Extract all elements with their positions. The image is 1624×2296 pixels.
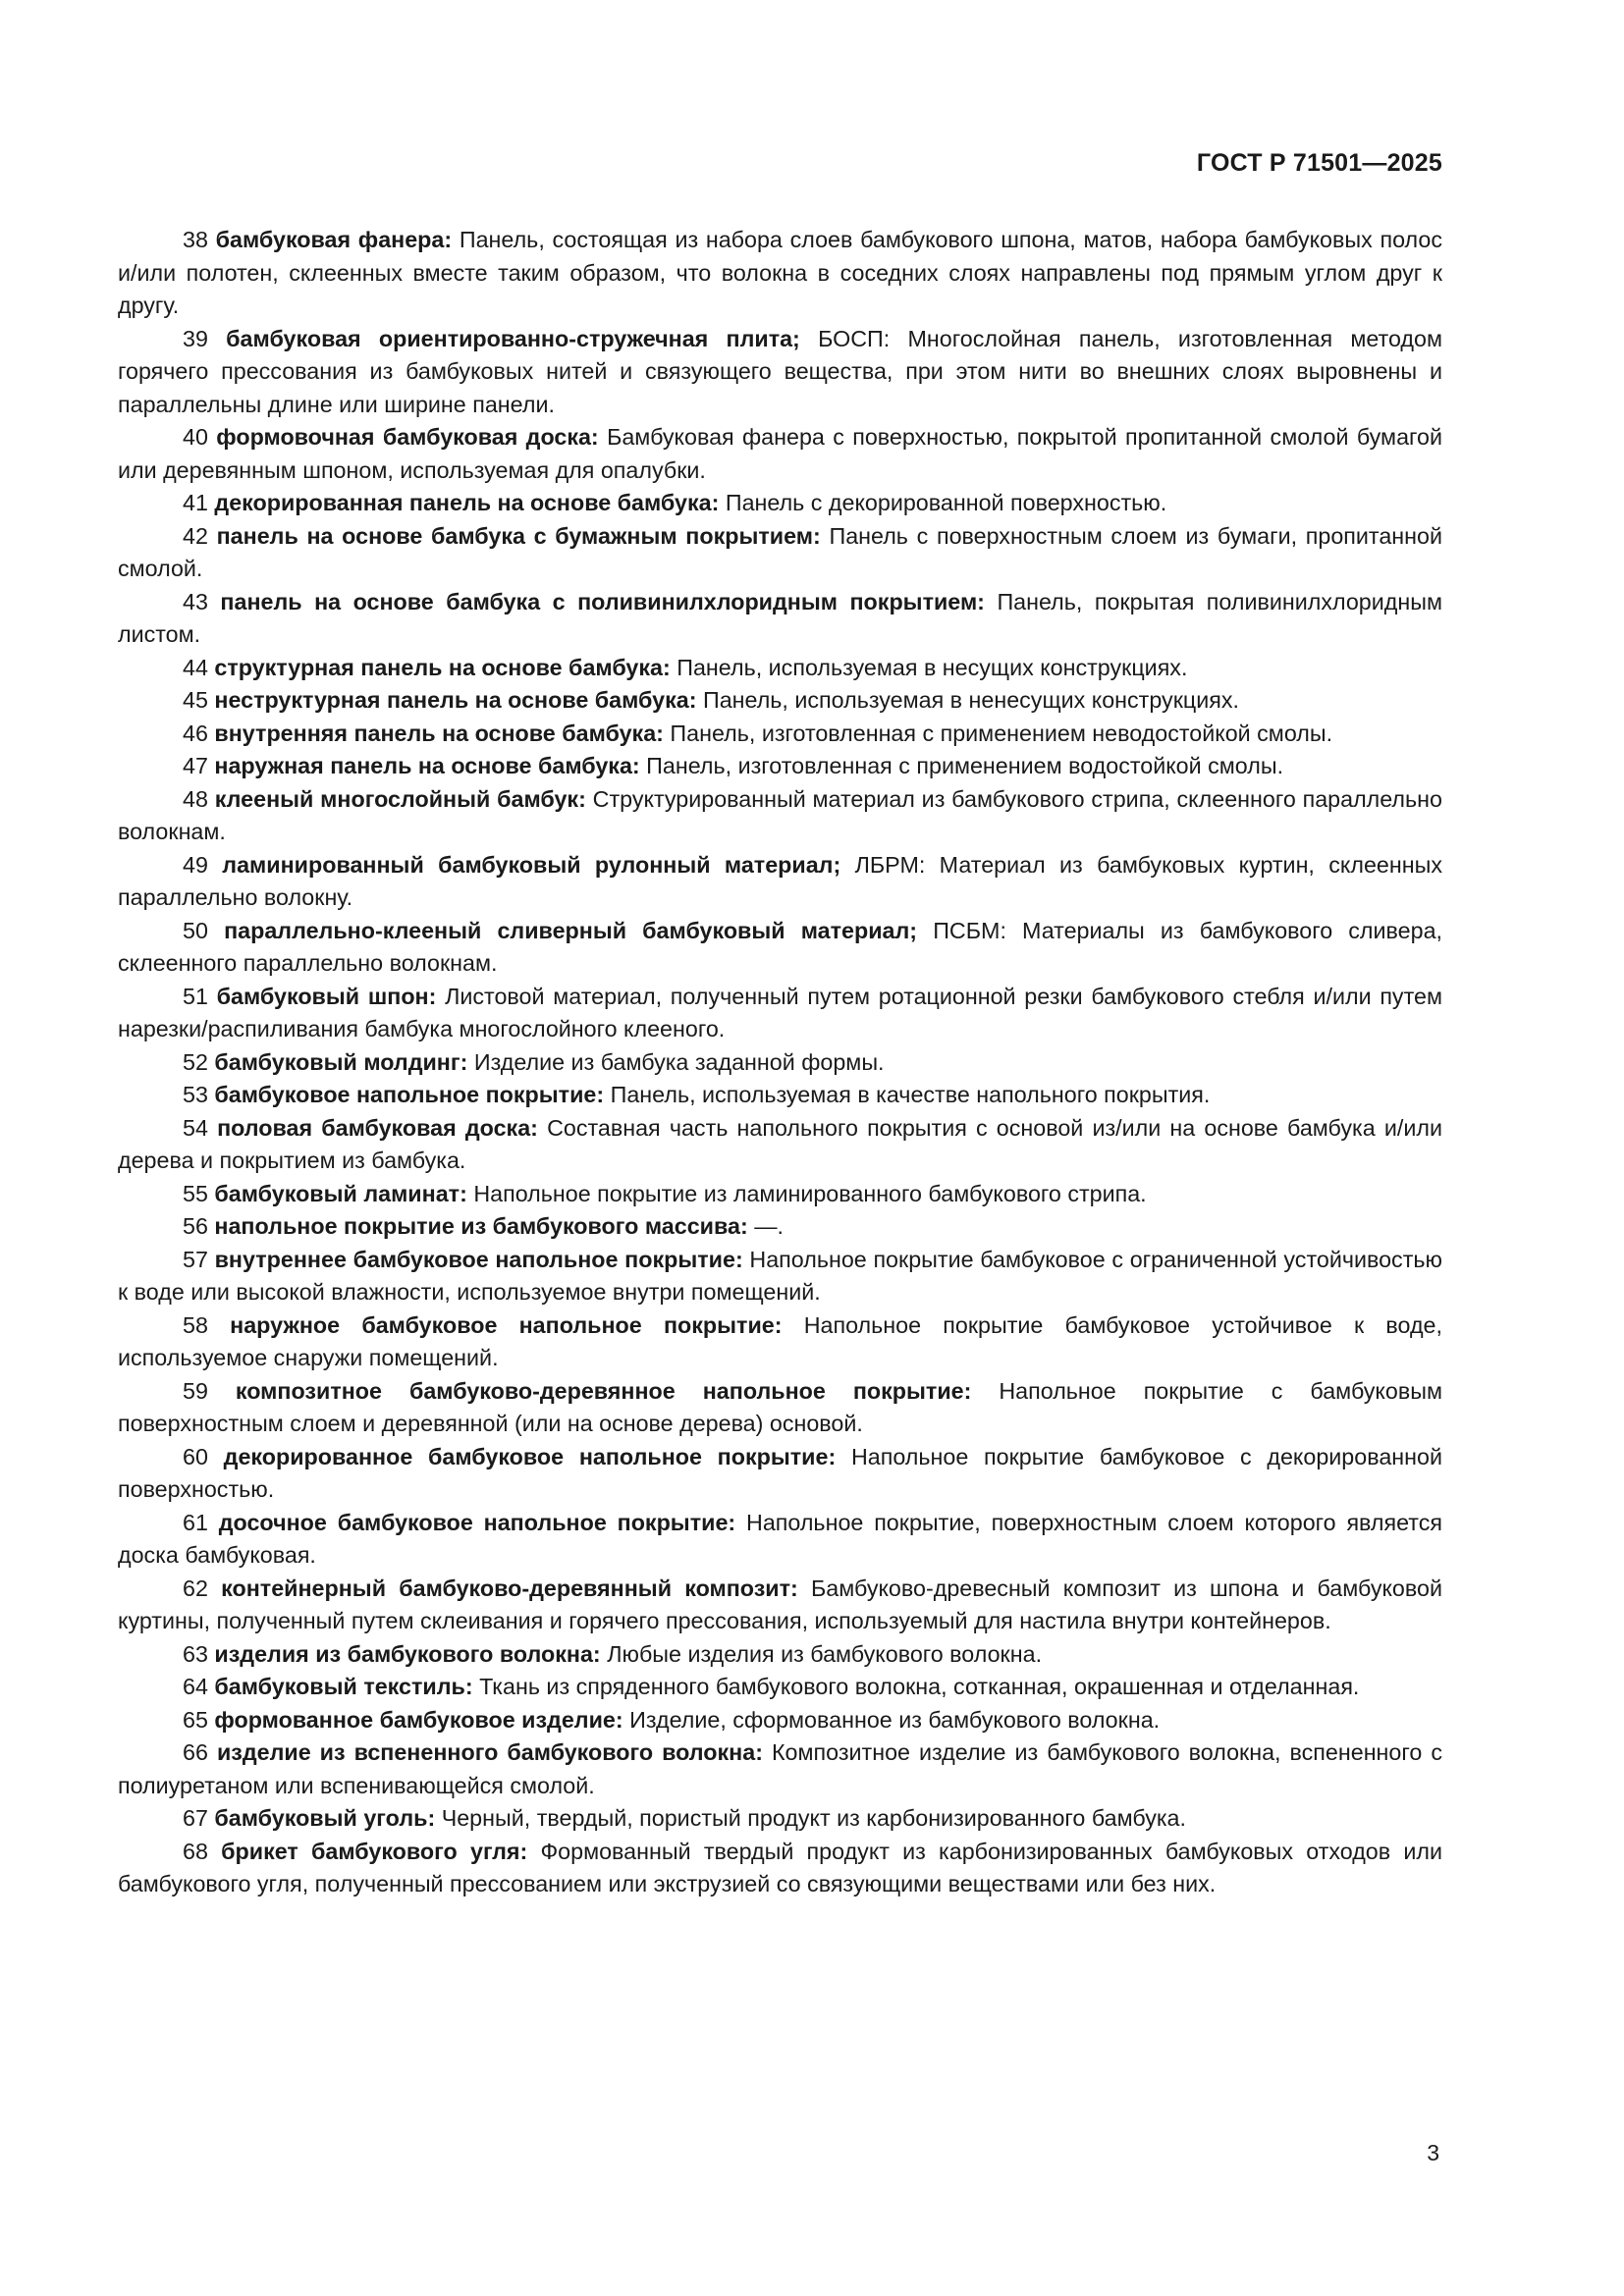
term-entry: [118, 421, 1442, 487]
entry-definition: Панель, используемая в несущих конструкциях.: [677, 654, 1188, 680]
term-entry: [118, 1507, 1442, 1573]
entry-number: 68: [183, 1838, 208, 1864]
entry-definition: Изделие, сформованное из бамбукового волокна.: [629, 1706, 1161, 1733]
entry-definition: —.: [754, 1213, 784, 1239]
entry-definition: Структурированный материал из бамбукового стрипа, склеенного параллельно волокнам.: [118, 785, 1442, 844]
term-entry: [118, 1375, 1442, 1441]
term-entry: [118, 1638, 1442, 1672]
entry-term: бамбуковый уголь:: [214, 1805, 436, 1831]
entry-definition: Панель, изготовленная с применением водостойкой смолы.: [646, 753, 1284, 778]
entry-term: бамбуковая ориентированно-стружечная плита;: [226, 325, 800, 351]
entry-number: 63: [183, 1640, 208, 1667]
entry-number: 66: [183, 1739, 208, 1765]
entry-number: 38: [183, 227, 208, 252]
entry-definition: ЛБРМ: Материал из бамбуковых куртин, склеенных параллельно волокну.: [118, 851, 1442, 910]
entry-definition: Бамбуковая фанера с поверхностью, покрытой пропитанной смолой бумагой или деревянным шпоном, используемая для опалубки.: [118, 424, 1442, 483]
entry-definition: Панель, состоящая из набора слоев бамбукового шпона, матов, набора бамбуковых полос и/или полотен, склеенных вместе таким образом, что волокна в соседних слоях направлены под прямым углом друг к другу.: [118, 227, 1442, 318]
entry-number: 62: [183, 1575, 208, 1601]
term-entry: [118, 1836, 1442, 1901]
entry-term: формованное бамбуковое изделие:: [214, 1706, 623, 1733]
entry-term: наружная панель на основе бамбука:: [214, 753, 640, 778]
terms-list: [118, 224, 1442, 1901]
entry-definition: Напольное покрытие из ламинированного бамбукового стрипа.: [473, 1180, 1147, 1206]
entry-number: 53: [183, 1082, 208, 1107]
entry-definition: Бамбуково-древесный композит из шпона и бамбуковой куртины, полученный путем склеивания и горячего прессования, используемый для настила внутри контейнеров.: [118, 1575, 1442, 1633]
entry-term: изделие из вспененного бамбукового волокна:: [216, 1739, 763, 1765]
entry-number: 46: [183, 720, 208, 746]
entry-number: 54: [183, 1114, 208, 1141]
entry-term: напольное покрытие из бамбукового массива:: [214, 1213, 748, 1239]
entry-number: 64: [183, 1674, 208, 1699]
entry-number: 43: [183, 588, 208, 614]
entry-number: 40: [183, 424, 208, 450]
term-entry: [118, 1573, 1442, 1638]
entry-definition: Напольное покрытие с бамбуковым поверхностным слоем и деревянной (или на основе дерева) основой.: [118, 1377, 1442, 1436]
entry-definition: ПСБМ: Материалы из бамбукового сливера, склеенного параллельно волокнам.: [118, 917, 1443, 976]
entry-term: бамбуковая фанера:: [215, 227, 453, 252]
term-entry: [118, 1178, 1442, 1211]
entry-number: 50: [183, 917, 208, 943]
entry-definition: Панель с поверхностным слоем из бумаги, пропитанной смолой.: [118, 522, 1442, 581]
entry-definition: Формованный твердый продукт из карбонизированных бамбуковых отходов или бамбукового угля, полученный прессованием или экструзией со связующими веществами или без них.: [118, 1838, 1442, 1896]
entry-number: 42: [183, 522, 208, 549]
entry-number: 49: [183, 851, 208, 878]
term-entry: [118, 915, 1442, 981]
entry-definition: Изделие из бамбука заданной формы.: [473, 1048, 885, 1075]
entry-definition: БОСП: Многослойная панель, изготовленная методом горячего прессования из бамбуковых нитей и связующего вещества, при этом нити во внешних слоях выровнены и параллельны длине или ширине панели.: [118, 325, 1442, 417]
entry-term: композитное бамбуково-деревянное напольное покрытие:: [235, 1377, 972, 1404]
entry-definition: Напольное покрытие бамбуковое с ограниченной устойчивостью к воде или высокой влажности, используемое внутри помещений.: [118, 1246, 1442, 1305]
entry-number: 61: [183, 1509, 208, 1535]
entry-term: декорированная панель на основе бамбука:: [214, 490, 720, 515]
term-entry: [118, 586, 1442, 652]
term-entry: [118, 684, 1442, 718]
entry-definition: Панель, покрытая поливинилхлоридным листом.: [118, 588, 1442, 647]
entry-definition: Композитное изделие из бамбукового волокна, вспененного с полиуретаном или вспенивающейся смолой.: [118, 1739, 1442, 1798]
entry-number: 55: [183, 1180, 208, 1206]
entry-term: досочное бамбуковое напольное покрытие:: [218, 1509, 736, 1535]
entry-number: 60: [183, 1443, 208, 1469]
entry-number: 47: [183, 753, 208, 778]
term-entry: [118, 1441, 1442, 1507]
term-entry: [118, 224, 1442, 323]
entry-term: внутренняя панель на основе бамбука:: [214, 720, 664, 746]
entry-term: клееный многослойный бамбук:: [214, 785, 586, 812]
entry-term: декорированное бамбуковое напольное покрытие:: [223, 1443, 837, 1469]
entry-number: 48: [183, 785, 208, 812]
entry-definition: Панель, используемая в качестве напольного покрытия.: [610, 1082, 1211, 1107]
term-entry: [118, 487, 1442, 520]
term-entry: [118, 1671, 1442, 1704]
term-entry: [118, 849, 1442, 915]
term-entry: [118, 718, 1442, 751]
entry-term: структурная панель на основе бамбука:: [214, 654, 671, 680]
term-entry: [118, 1309, 1442, 1375]
entry-term: половая бамбуковая доска:: [217, 1114, 538, 1141]
entry-definition: Ткань из спряденного бамбукового волокна, сотканная, окрашенная и отделанная.: [479, 1674, 1360, 1699]
page-number: 3: [1427, 2140, 1439, 2165]
term-entry: [118, 1244, 1442, 1309]
entry-definition: Черный, твердый, пористый продукт из карбонизированного бамбука.: [441, 1805, 1186, 1831]
entry-definition: Напольное покрытие бамбуковое устойчивое к воде, используемое снаружи помещений.: [118, 1311, 1442, 1370]
term-entry: [118, 323, 1442, 422]
entry-term: бамбуковый молдинг:: [214, 1048, 468, 1075]
entry-number: 57: [183, 1246, 208, 1272]
entry-number: 52: [183, 1048, 208, 1075]
entry-number: 65: [183, 1706, 208, 1733]
entry-number: 59: [183, 1377, 208, 1404]
entry-term: внутреннее бамбуковое напольное покрытие:: [214, 1246, 743, 1272]
entry-term: бамбуковый текстиль:: [214, 1674, 473, 1699]
term-entry: [118, 750, 1442, 783]
term-entry: [118, 783, 1442, 849]
entry-term: панель на основе бамбука с поливинилхлоридным покрытием:: [220, 588, 985, 614]
entry-number: 51: [183, 983, 208, 1009]
entry-term: наружное бамбуковое напольное покрытие:: [230, 1311, 783, 1338]
entry-number: 56: [183, 1213, 208, 1239]
entry-number: 45: [183, 687, 208, 713]
entry-definition: Панель с декорированной поверхностью.: [725, 490, 1167, 515]
term-entry: [118, 1704, 1442, 1737]
term-entry: [118, 1079, 1442, 1112]
entry-term: бамбуковое напольное покрытие:: [214, 1082, 605, 1107]
term-entry: [118, 652, 1442, 685]
term-entry: [118, 1736, 1442, 1802]
entry-number: 58: [183, 1311, 208, 1338]
entry-definition: Панель, изготовленная с применением неводостойкой смолы.: [670, 720, 1333, 746]
standard-designation: ГОСТ Р 71501—2025: [1196, 149, 1442, 177]
entry-term: изделия из бамбукового волокна:: [214, 1640, 601, 1667]
term-entry: [118, 1802, 1442, 1836]
entry-definition: Составная часть напольного покрытия с основой из/или на основе бамбука и/или дерева и покрытием из бамбука.: [118, 1114, 1442, 1173]
entry-term: бамбуковый шпон:: [216, 983, 437, 1009]
entry-definition: Панель, используемая в ненесущих конструкциях.: [702, 687, 1239, 713]
entry-term: ламинированный бамбуковый рулонный материал;: [222, 851, 841, 878]
entry-term: неструктурная панель на основе бамбука:: [214, 687, 697, 713]
entry-definition: Напольное покрытие бамбуковое с декорированной поверхностью.: [118, 1443, 1442, 1502]
entry-term: параллельно-клееный сливерный бамбуковый материал;: [224, 917, 918, 943]
term-entry: [118, 520, 1442, 586]
entry-term: бамбуковый ламинат:: [214, 1180, 467, 1206]
term-entry: [118, 981, 1442, 1046]
term-entry: [118, 1210, 1442, 1244]
entry-number: 41: [183, 490, 208, 515]
entry-term: контейнерный бамбуково-деревянный композит:: [221, 1575, 798, 1601]
term-entry: [118, 1112, 1442, 1178]
entry-term: брикет бамбукового угля:: [221, 1838, 528, 1864]
entry-term: панель на основе бамбука с бумажным покрытием:: [216, 522, 821, 549]
entry-number: 44: [183, 654, 208, 680]
entry-definition: Напольное покрытие, поверхностным слоем которого является доска бамбуковая.: [118, 1509, 1442, 1568]
entry-number: 39: [183, 325, 208, 351]
entry-term: формовочная бамбуковая доска:: [216, 424, 599, 450]
entry-definition: Любые изделия из бамбукового волокна.: [607, 1640, 1043, 1667]
entry-number: 67: [183, 1805, 208, 1831]
term-entry: [118, 1046, 1442, 1080]
entry-definition: Листовой материал, полученный путем ротационной резки бамбукового стебля и/или путем нарезки/распиливания бамбука многослойного клееного.: [118, 983, 1442, 1041]
